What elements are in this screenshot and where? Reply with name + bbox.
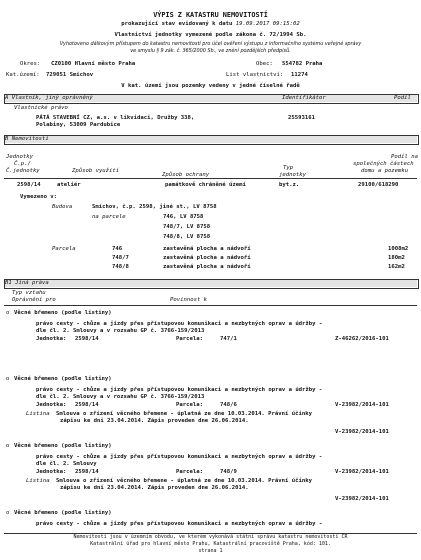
easement-desc-1: právo cesty - chůze a jízdy přes přístupovou komunikaci a nezbytných oprav a údržby -: [36, 321, 323, 327]
document-title: VÝPIS Z KATASTRU NEMOVITOSTÍ: [153, 11, 268, 19]
document-subtitle: [0, 21, 421, 28]
footer-line-2: Katastrální úřad pro hlavní město Prahu, Katastrální pracoviště Praha, kód: 101.: [90, 541, 331, 547]
lv-value: 11274: [291, 72, 308, 78]
deed-label: Listina: [26, 478, 50, 484]
on-parcel-2: 748/7, LV 8758: [163, 224, 211, 230]
on-parcel-3: 748/8, LV 8758: [163, 234, 211, 240]
col-share-3: domu a pozemku: [361, 168, 409, 174]
divider: [4, 178, 417, 179]
unit-share: 29100/618290: [358, 182, 399, 188]
unit-type: byt.z.: [279, 182, 300, 188]
on-parcel-1: 746, LV 8758: [163, 214, 204, 220]
bullet-icon: o: [6, 510, 10, 516]
col-protection: Způsob ochrany: [162, 172, 210, 178]
b1-col-relation: Typ vztahu: [12, 290, 46, 296]
unit-protection: památkově chráněné území: [165, 182, 246, 188]
deed-text-2: zápisu ke dni 23.04.2014. Zápis proveden dne 26.06.2014.: [60, 418, 249, 424]
deed-text-2: zápisu ke dni 23.04.2014. Zápis proveden dne 26.06.2014.: [60, 485, 249, 491]
parcel-label: Parcela:: [176, 402, 203, 408]
bullet-icon: o: [6, 376, 10, 382]
deed-reference: V-23982/2014-101: [335, 496, 389, 502]
obec-label: Obec:: [256, 61, 273, 67]
building-label: Budova: [52, 204, 73, 210]
document-reference: V-23982/2014-101: [335, 469, 389, 475]
easement-desc-2: dle čl. 2. Smlouvy a v rozsahu GP č. 3766-159/2013: [36, 328, 205, 334]
parcel-number: 748/7: [112, 255, 129, 261]
easement-title: Věcné břemeno (podle listiny): [14, 310, 112, 316]
easement-desc-2: dle čl. 2. Smlouvy a v rozsahu GP č. 3766-159/2013: [36, 394, 205, 400]
parcel-area: 180m2: [388, 255, 405, 261]
note-line-2: ve smyslu § 9 zák. č. 365/2000 Sb., ve znění pozdějších předpisů.: [130, 48, 291, 54]
section-b-heading: B Nemovitosti: [5, 136, 49, 142]
parcel-label: Parcela:: [176, 336, 203, 342]
easement-desc-1: právo cesty - chůze a jízdy přes přístupovou komunikaci a nezbytných oprav a údržby -: [36, 521, 323, 527]
b1-col-obliged: Povinnost k: [170, 297, 208, 303]
unit-usage: ateliér: [57, 182, 81, 188]
easement-desc-2: dle čl. 2. Smlouvy: [36, 461, 97, 467]
bullet-icon: o: [6, 310, 10, 316]
lv-label: List vlastnictví:: [226, 72, 284, 78]
owner-name: PÁTÁ STAVEBNÍ CZ, a.s. v likvidaci, Družby 338,: [36, 115, 195, 121]
col-cp: Č.p./: [14, 161, 31, 167]
footer-line-1: Nemovitosti jsou v územním obvodu, ve kterém vykonává státní správu katastru nemovitostí ČR: [73, 534, 348, 540]
col-usage: Způsob využití: [72, 168, 120, 174]
parcel-label: Parcela:: [176, 469, 203, 475]
col-units: Jednotky: [6, 154, 33, 160]
deed-reference: V-23982/2014-101: [335, 429, 389, 435]
easement-title: Věcné břemeno (podle listiny): [14, 510, 112, 516]
defined-in-label: Vymezeno v:: [20, 194, 58, 200]
unit-label: Jednotka:: [36, 336, 67, 342]
col-share-2: společných částech: [353, 161, 414, 167]
ku-value: 729051 Smíchov: [46, 72, 94, 78]
parcel-type: zastavěná plocha a nádvoří: [163, 246, 251, 252]
document-reference: V-23982/2014-101: [335, 402, 389, 408]
unit-value: 2598/14: [75, 469, 99, 475]
parcel-label: Parcela: [52, 246, 76, 252]
section-a-share-heading: Podíl: [394, 95, 411, 101]
unit-number: 2598/14: [17, 182, 41, 188]
okres-label: Okres:: [20, 61, 41, 67]
section-b1-header-box: [4, 279, 419, 289]
unit-value: 2598/14: [75, 336, 99, 342]
easement-title: Věcné břemeno (podle listiny): [14, 376, 112, 382]
subtitle-date: 19.09.2017 09:15:02: [235, 21, 300, 27]
parcel-type: zastavěná plocha a nádvoří: [163, 264, 251, 270]
section-b-header-box: [4, 135, 419, 145]
on-parcel-label: na parcele: [92, 214, 126, 220]
col-type: Typ: [283, 165, 294, 171]
note-line-1: Vyhotoveno dálkovým přístupem do katastru nemovitostí pro účel ověření výstupu z informačního systému veřejné správy: [59, 41, 362, 47]
parcel-number: 748/8: [112, 264, 129, 270]
ownership-basis-line: Vlastnictví jednotky vymezené podle zákona č. 72/1994 Sb.: [114, 32, 307, 38]
parcel-value: 748/9: [220, 469, 237, 475]
deed-label: Listina: [26, 411, 50, 417]
unit-label: Jednotka:: [36, 469, 67, 475]
easement-desc-1: právo cesty - chůze a jízdy přes přístupovou komunikaci a nezbytných oprav a údržby -: [36, 454, 323, 460]
section-a-heading: A Vlastník, jiný oprávněný: [5, 95, 93, 101]
parcels-note: V kat. území jsou pozemky vedeny v jedné číselné řadě: [121, 83, 300, 89]
parcel-type: zastavěná plocha a nádvoří: [163, 255, 251, 261]
col-share: Podíl na: [391, 154, 418, 160]
deed-text-1: Smlouva o zřízení věcného břemene - úplatná ze dne 10.03.2014. Právní účinky: [56, 478, 312, 484]
owner-address: Polabiny, 53009 Pardubice: [36, 122, 121, 128]
section-b1-heading: B1 Jiná práva: [5, 280, 49, 286]
document-reference: Z-46262/2016-101: [335, 336, 389, 342]
easement-title: Věcné břemeno (podle listiny): [14, 443, 112, 449]
page-number: strana 1: [198, 548, 223, 554]
col-unit-no: Č.jednotky: [6, 168, 40, 174]
ownership-type: Vlastnické právo: [14, 105, 68, 111]
parcel-value: 747/1: [220, 336, 237, 342]
obec-value: 554782 Praha: [282, 61, 323, 67]
deed-text-1: Smlouva o zřízení věcného břemene - úplatná ze dne 10.03.2014. Právní účinky: [56, 411, 312, 417]
bullet-icon: o: [6, 443, 10, 449]
parcel-value: 748/6: [220, 402, 237, 408]
b1-col-entitled: Oprávnění pro: [12, 297, 56, 303]
building-value: Smíchov, č.p. 2598, jiné st., LV 8758: [92, 204, 217, 210]
col-type-2: jednotky: [279, 172, 306, 178]
unit-value: 2598/14: [75, 402, 99, 408]
parcel-area: 1008m2: [388, 246, 409, 252]
parcel-area: 162m2: [388, 264, 405, 270]
owner-identifier: 25593161: [288, 115, 315, 121]
section-a-identifier-heading: Identifikátor: [282, 95, 326, 101]
subtitle-prefix: prokazující stav evidovaný k datu: [121, 21, 233, 27]
parcel-number: 746: [112, 246, 123, 252]
okres-value: CZ0100 Hlavní město Praha: [51, 61, 136, 67]
unit-label: Jednotka:: [36, 402, 67, 408]
easement-desc-1: právo cesty - chůze a jízdy přes přístupovou komunikaci a nezbytných oprav a údržby -: [36, 387, 323, 393]
divider: [4, 305, 417, 306]
ku-label: Kat.území:: [6, 72, 40, 78]
